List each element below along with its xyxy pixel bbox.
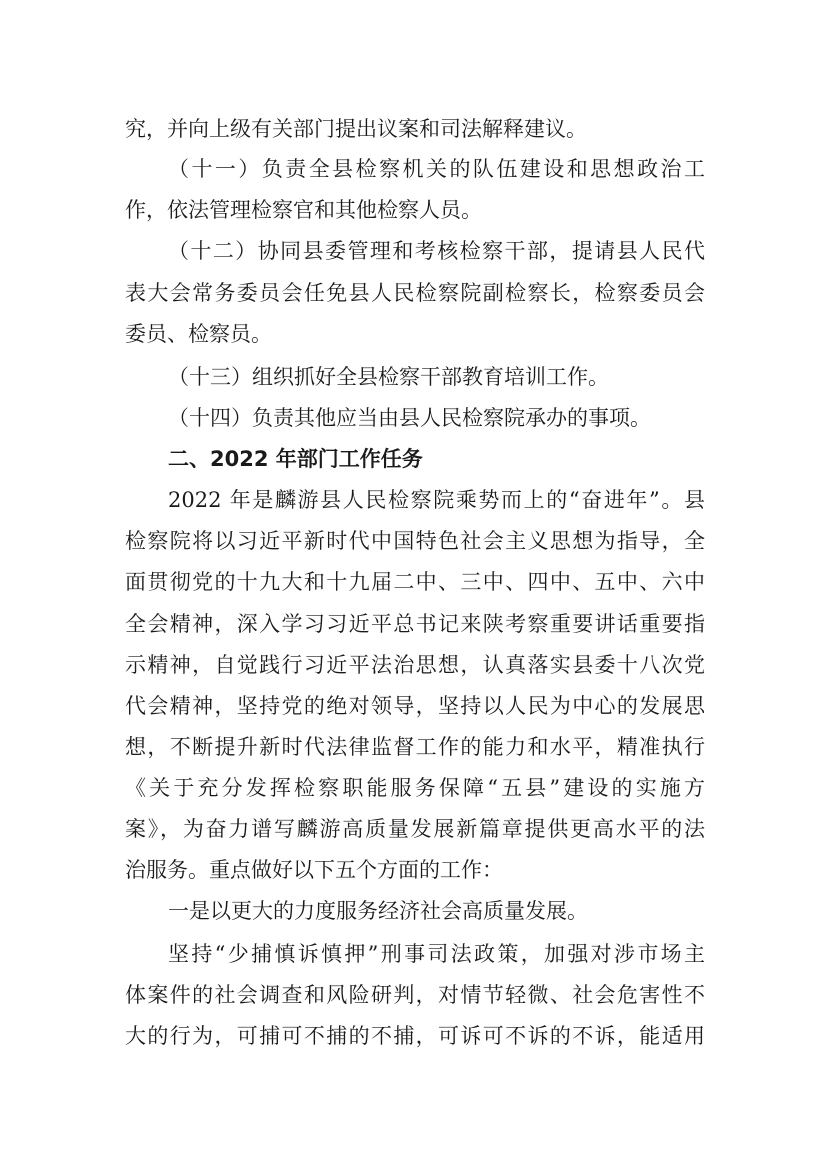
text-line: 坚持“少捕慎诉慎押”刑事司法政策，加强对涉市场主 [168, 942, 705, 966]
text-line: 大的行为，可捕可不捕的不捕，可诉可不诉的不诉，能适用 [125, 1024, 705, 1048]
text-line: 检察院将以习近平新时代中国特色社会主义思想为指导，全 [125, 529, 705, 553]
text-line: （十四）负责其他应当由县人民检察院承办的事项。 [168, 406, 651, 430]
text-line: （十一）负责全县检察机关的队伍建设和思想政治工 [168, 157, 705, 181]
text-line: 想，不断提升新时代法律监督工作的能力和水平，精准执行 [125, 735, 705, 759]
text-line: 示精神，自觉践行习近平法治思想，认真落实县委十八次党 [125, 653, 705, 677]
text-line: 作，依法管理检察官和其他检察人员。 [125, 198, 482, 222]
text-line: 治服务。重点做好以下五个方面的工作： [125, 858, 503, 882]
text-line: 2022 年是麟游县人民检察院乘势而上的“奋进年”。县 [168, 488, 705, 512]
text-line: 一是以更大的力度服务经济社会高质量发展。 [168, 899, 588, 923]
text-line: （十三）组织抓好全县检察干部教育培训工作。 [168, 365, 609, 389]
text-line: 表大会常务委员会任免县人民检察院副检察长，检察委员会 [125, 281, 705, 305]
text-line: 体案件的社会调查和风险研判，对情节轻微、社会危害性不 [125, 983, 705, 1007]
text-line: 《关于充分发挥检察职能服务保障“五县”建设的实施方 [125, 776, 705, 800]
section-heading: 二、2022 年部门工作任务 [168, 447, 423, 471]
text-line: 究，并向上级有关部门提出议案和司法解释建议。 [125, 117, 587, 141]
text-line: 代会精神，坚持党的绝对领导，坚持以人民为中心的发展思 [125, 694, 705, 718]
text-line: 面贯彻党的十九大和十九届二中、三中、四中、五中、六中 [125, 570, 705, 594]
text-line: 案》，为奋力谱写麟游高质量发展新篇章提供更高水平的法 [125, 817, 705, 841]
text-line: （十二）协同县委管理和考核检察干部，提请县人民代 [168, 239, 705, 263]
text-line: 全会精神，深入学习习近平总书记来陕考察重要讲话重要指 [125, 612, 705, 636]
text-line: 委员、检察员。 [125, 322, 272, 346]
